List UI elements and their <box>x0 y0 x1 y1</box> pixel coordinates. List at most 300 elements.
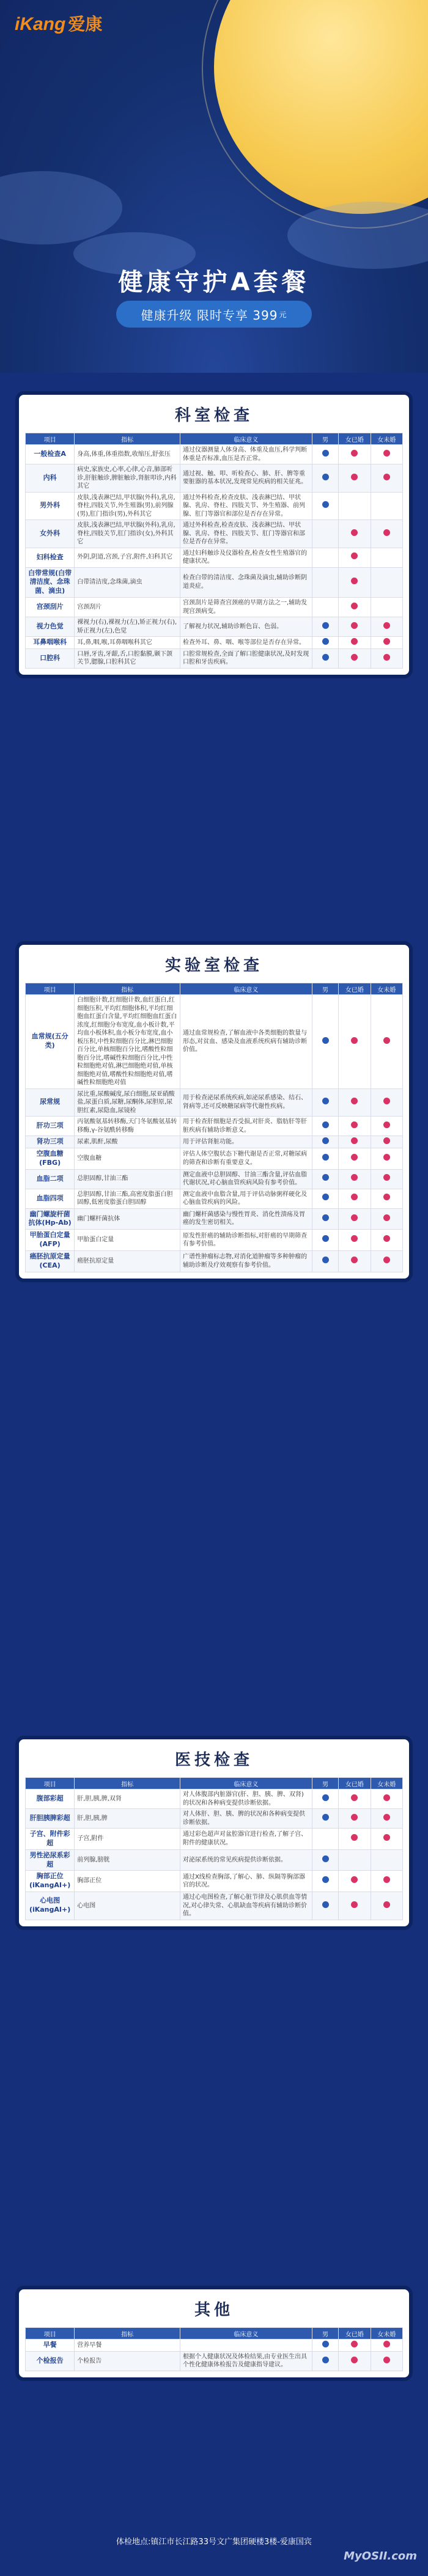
table-row <box>26 1789 403 1809</box>
male-included-dot <box>322 474 329 480</box>
row-applicability-cell <box>312 1189 338 1208</box>
row-clinical-meaning: 测定血液中血脂含量,用于评估动脉粥样硬化及心脑血管疾病的风险。 <box>180 1189 312 1208</box>
row-indicator: 癌胚抗原定量 <box>75 1250 180 1272</box>
row-indicator: 总胆固醇,甘油三酯,高密度脂蛋白胆固醇,低密度脂蛋白胆固醇 <box>75 1189 180 1208</box>
row-clinical-meaning: 评估人体空腹状态下糖代谢是否正常,对糖尿病的筛查和诊断有重要意义。 <box>180 1148 312 1169</box>
column-header: 项目 <box>26 433 75 445</box>
male-included-dot <box>322 1214 329 1221</box>
female-unmarried-included-dot <box>383 1174 390 1181</box>
row-indicator: 白带清洁度,念珠菌,滴虫 <box>75 567 180 598</box>
row-applicability-cell <box>339 1809 371 1829</box>
row-indicator: 胸部正位 <box>75 1871 180 1892</box>
table-row <box>26 1208 403 1230</box>
row-indicator: 口唇,牙齿,牙龈,舌,口腔黏膜,颞下颌关节,腮腺,口腔科其它 <box>75 648 180 668</box>
table-row <box>26 995 403 1089</box>
column-header: 女已婚 <box>339 983 371 995</box>
row-project: 一般检查A <box>26 445 75 464</box>
female-married-included-dot <box>351 622 358 629</box>
row-project: 肾功三项 <box>26 1136 75 1148</box>
row-project: 幽门螺旋杆菌抗体(Hp-Ab) <box>26 1208 75 1230</box>
row-applicability-cell <box>371 1789 402 1809</box>
column-header: 项目 <box>26 983 75 995</box>
row-applicability-cell <box>339 1250 371 1272</box>
row-applicability-cell <box>339 2351 371 2371</box>
row-applicability-cell <box>371 995 402 1089</box>
row-indicator: 耳,鼻,咽,喉,耳鼻咽喉科其它 <box>75 637 180 649</box>
male-included-dot <box>322 1037 329 1044</box>
row-clinical-meaning: 用于评估肾脏功能。 <box>180 1136 312 1148</box>
row-applicability-cell <box>371 1250 402 1272</box>
female-married-included-dot <box>351 654 358 661</box>
row-clinical-meaning: 幽门螺杆菌感染与慢性胃炎、消化性溃疡及胃癌的发生密切相关。 <box>180 1208 312 1230</box>
row-project: 甲胎蛋白定量(AFP) <box>26 1230 75 1251</box>
column-header: 女未婚 <box>371 2328 402 2339</box>
table-row <box>26 1849 403 1871</box>
row-applicability-cell <box>339 1117 371 1136</box>
table-row <box>26 1809 403 1829</box>
row-applicability-cell <box>312 1849 338 1871</box>
row-indicator: 甲胎蛋白定量 <box>75 1230 180 1251</box>
male-included-dot <box>322 1876 329 1883</box>
male-included-dot <box>322 1901 329 1908</box>
row-indicator: 个检报告 <box>75 2351 180 2371</box>
table-row <box>26 492 403 520</box>
row-applicability-cell <box>371 445 402 464</box>
footer-address: 体检地点:镇江市长江路33号文广集团硬楼3楼-爱康国宾 <box>116 2537 312 2547</box>
table-row <box>26 1088 403 1117</box>
row-clinical-meaning: 对人体腹部内脏器官(肝、胆、胰、脾、双肾)的状况和各种病变提供诊断依据。 <box>180 1789 312 1809</box>
female-married-included-dot <box>351 552 358 559</box>
column-header: 男 <box>312 1778 338 1789</box>
row-applicability-cell <box>339 637 371 649</box>
row-applicability-cell <box>371 464 402 493</box>
male-included-dot <box>322 1137 329 1144</box>
female-unmarried-included-dot <box>383 2341 390 2347</box>
row-applicability-cell <box>339 995 371 1089</box>
brand-logo <box>15 11 102 35</box>
column-header: 临床意义 <box>180 2328 312 2339</box>
male-included-dot <box>322 1257 329 1263</box>
column-header: 指标 <box>75 983 180 995</box>
female-unmarried-included-dot <box>383 1098 390 1104</box>
row-clinical-meaning: 通过外科检查,检查皮肤、浅表淋巴结、甲状腺、乳房、脊柱、四肢关节、外生殖器、前列腺、肛门等器官和部位是否存在异常。 <box>180 492 312 520</box>
table-row <box>26 1829 403 1850</box>
female-unmarried-included-dot <box>383 1257 390 1263</box>
column-header: 指标 <box>75 1778 180 1789</box>
row-indicator: 尿比重,尿酸碱度,尿白细胞,尿亚硝酸盐,尿蛋白质,尿糖,尿酮体,尿胆原,尿胆红素,尿隐血,尿镜检 <box>75 1088 180 1117</box>
male-included-dot <box>322 1235 329 1242</box>
section-title: 其他 <box>194 2300 234 2319</box>
table-header-row <box>26 1778 403 1789</box>
row-applicability-cell <box>312 995 338 1089</box>
row-applicability-cell <box>339 520 371 548</box>
row-project: 视力色觉 <box>26 617 75 637</box>
row-applicability-cell <box>312 1789 338 1809</box>
male-included-dot <box>322 2357 329 2363</box>
row-applicability-cell <box>312 1230 338 1251</box>
row-clinical-meaning: 广谱性肿瘤标志物,对消化道肿瘤等多种肿瘤的辅助诊断及疗效观察有参考价值。 <box>180 1250 312 1272</box>
male-included-dot <box>322 638 329 645</box>
row-applicability-cell <box>339 1088 371 1117</box>
row-project: 个检报告 <box>26 2351 75 2371</box>
row-indicator: 宫颈刮片 <box>75 598 180 617</box>
male-included-dot <box>322 1194 329 1200</box>
row-project: 子宫、附件彩超 <box>26 1829 75 1850</box>
row-project: 血常规(五分类) <box>26 995 75 1089</box>
table-row <box>26 648 403 668</box>
column-header: 男 <box>312 433 338 445</box>
row-project: 妇科检查 <box>26 548 75 567</box>
column-header: 女已婚 <box>339 433 371 445</box>
female-unmarried-included-dot <box>383 450 390 457</box>
table-row <box>26 1230 403 1251</box>
row-project: 男性泌尿系彩超 <box>26 1849 75 1871</box>
row-applicability-cell <box>371 1208 402 1230</box>
row-project: 耳鼻咽喉科 <box>26 637 75 649</box>
column-header: 指标 <box>75 2328 180 2339</box>
table-row <box>26 1148 403 1169</box>
row-applicability-cell <box>312 1117 338 1136</box>
female-married-included-dot <box>351 638 358 645</box>
male-included-dot <box>322 1121 329 1128</box>
section-other <box>15 2286 413 2381</box>
row-project: 肝胆胰脾彩超 <box>26 1809 75 1829</box>
female-married-included-dot <box>351 1174 358 1181</box>
table-row <box>26 617 403 637</box>
female-married-included-dot <box>351 1098 358 1104</box>
male-included-dot <box>322 1814 329 1821</box>
table-row <box>26 445 403 464</box>
row-clinical-meaning: 用于检查泌尿系统疾病,如泌尿系感染、结石、肾病等,还可反映糖尿病等代谢性疾病。 <box>180 1088 312 1117</box>
male-included-dot <box>322 1174 329 1181</box>
row-clinical-meaning: 通过X线检查胸部,了解心、肺、纵隔等胸部器官的状况。 <box>180 1871 312 1892</box>
promo-price-unit: 元 <box>279 310 287 319</box>
row-applicability-cell <box>371 1871 402 1892</box>
female-unmarried-included-dot <box>383 1814 390 1821</box>
row-applicability-cell <box>339 1189 371 1208</box>
hero-banner <box>0 0 428 373</box>
female-married-included-dot <box>351 450 358 457</box>
row-applicability-cell <box>312 548 338 567</box>
row-applicability-cell <box>371 598 402 617</box>
row-clinical-meaning: 宫颈刮片是筛查宫颈癌的早期方法之一,辅助发现宫颈病变。 <box>180 598 312 617</box>
row-applicability-cell <box>371 637 402 649</box>
female-unmarried-included-dot <box>383 1194 390 1200</box>
table-row <box>26 1117 403 1136</box>
female-unmarried-included-dot <box>383 529 390 536</box>
row-indicator: 裸视力(右),裸视力(左),矫正视力(右),矫正视力(左),色觉 <box>75 617 180 637</box>
female-married-included-dot <box>351 1235 358 1242</box>
row-clinical-meaning: 原发性肝癌的辅助诊断指标,对肝癌的早期筛查有参考价值。 <box>180 1230 312 1251</box>
row-clinical-meaning: 口腔常规检查,全面了解口腔健康状况,及时发现口腔和牙齿疾病。 <box>180 648 312 668</box>
female-unmarried-included-dot <box>383 1137 390 1144</box>
row-applicability-cell <box>339 1871 371 1892</box>
female-unmarried-included-dot <box>383 1214 390 1221</box>
row-project: 早餐 <box>26 2339 75 2352</box>
table-row <box>26 520 403 548</box>
table-header-row <box>26 2328 403 2339</box>
table-row <box>26 567 403 598</box>
package-title: 健康守护A套餐 <box>118 268 310 296</box>
row-clinical-meaning: 检查外耳、鼻、咽、喉等部位是否存在异常。 <box>180 637 312 649</box>
female-married-included-dot <box>351 1257 358 1263</box>
row-clinical-meaning: 根据个人健康状况及体检结果,由专业医生出具个性化健康体检报告及健康指导建议。 <box>180 2351 312 2371</box>
row-indicator: 皮肤,浅表淋巴结,甲状腺(外科),乳房,脊柱,四肢关节,肛门指诊(女),外科其它 <box>75 520 180 548</box>
row-applicability-cell <box>371 1088 402 1117</box>
row-project: 血脂四项 <box>26 1189 75 1208</box>
row-project: 血脂二项 <box>26 1169 75 1189</box>
column-header: 女未婚 <box>371 983 402 995</box>
row-applicability-cell <box>371 1849 402 1871</box>
moon-decoration <box>214 0 428 214</box>
female-married-included-dot <box>351 2357 358 2363</box>
table-row <box>26 2339 403 2352</box>
row-applicability-cell <box>371 492 402 520</box>
female-married-included-dot <box>351 1901 358 1908</box>
table-row <box>26 1189 403 1208</box>
column-header: 指标 <box>75 433 180 445</box>
column-header: 项目 <box>26 2328 75 2339</box>
row-clinical-meaning: 测定血液中总胆固醇、甘油三酯含量,评估血脂代谢状况,对心脑血管疾病风险有参考价值。 <box>180 1169 312 1189</box>
female-married-included-dot <box>351 1137 358 1144</box>
row-indicator: 前列腺,膀胱 <box>75 1849 180 1871</box>
female-unmarried-included-dot <box>383 1121 390 1128</box>
row-indicator: 总胆固醇,甘油三酯 <box>75 1169 180 1189</box>
male-included-dot <box>322 1098 329 1104</box>
section-lab-exam <box>15 941 413 1282</box>
row-applicability-cell <box>371 548 402 567</box>
female-married-included-dot <box>351 603 358 609</box>
row-applicability-cell <box>312 1829 338 1850</box>
row-applicability-cell <box>339 548 371 567</box>
female-unmarried-included-dot <box>383 638 390 645</box>
row-applicability-cell <box>339 464 371 493</box>
table-row <box>26 464 403 493</box>
row-applicability-cell <box>339 492 371 520</box>
row-applicability-cell <box>371 1230 402 1251</box>
table-row <box>26 1892 403 1920</box>
table-header-row <box>26 433 403 445</box>
row-applicability-cell <box>339 2339 371 2352</box>
female-unmarried-included-dot <box>383 1154 390 1161</box>
row-indicator: 丙氨酸氨基转移酶,天门冬氨酸氨基转移酶,γ-谷氨酰转移酶 <box>75 1117 180 1136</box>
section-title: 实验室检查 <box>164 956 263 975</box>
row-applicability-cell <box>312 520 338 548</box>
row-applicability-cell <box>312 1892 338 1920</box>
female-married-included-dot <box>351 2341 358 2347</box>
row-indicator: 皮肤,浅表淋巴结,甲状腺(外科),乳房,脊柱,四肢关节,外生殖器(男),前列腺(男),肛门指诊(男),外科其它 <box>75 492 180 520</box>
row-clinical-meaning: 检查白带的清洁度、念珠菌及滴虫,辅助诊断阴道炎症。 <box>180 567 312 598</box>
column-header: 项目 <box>26 1778 75 1789</box>
row-clinical-meaning: 对人体肝、胆、胰、脾的状况和各种病变提供诊断依据。 <box>180 1809 312 1829</box>
female-unmarried-included-dot <box>383 654 390 661</box>
table-row <box>26 1169 403 1189</box>
row-indicator: 白细胞计数,红细胞计数,血红蛋白,红细胞压积,平均红细胞体积,平均红细胞血红蛋白含量,平均红细胞血红蛋白浓度,红细胞分布宽度,血小板计数,平均血小板体积,血小板分布宽度,血小板压积,中性粒细胞百分比,淋巴细胞百分比,单核细胞百分比,嗜酸性粒细胞百分比,嗜碱性粒细胞百分比,中性粒细胞绝对值,淋巴细胞绝对值,单核细胞绝对值,嗜酸性粒细胞绝对值,嗜碱性粒细胞绝对值 <box>75 995 180 1089</box>
row-indicator: 幽门螺杆菌抗体 <box>75 1208 180 1230</box>
row-project: 胸部正位(iKangAI+) <box>26 1871 75 1892</box>
row-applicability-cell <box>371 1169 402 1189</box>
column-header: 女已婚 <box>339 2328 371 2339</box>
row-project: 口腔科 <box>26 648 75 668</box>
row-applicability-cell <box>371 2351 402 2371</box>
row-applicability-cell <box>312 445 338 464</box>
row-applicability-cell <box>339 1789 371 1809</box>
row-applicability-cell <box>339 1829 371 1850</box>
row-project: 心电图(iKangAI+) <box>26 1892 75 1920</box>
row-project: 白带常规(白带清洁度、念珠菌、滴虫) <box>26 567 75 598</box>
promo-pill-text: 健康升级 限时专享 399 <box>141 307 278 323</box>
row-project: 宫颈刮片 <box>26 598 75 617</box>
table-row <box>26 548 403 567</box>
row-applicability-cell <box>339 1148 371 1169</box>
row-applicability-cell <box>312 637 338 649</box>
column-header: 男 <box>312 2328 338 2339</box>
row-applicability-cell <box>312 617 338 637</box>
row-project: 男外科 <box>26 492 75 520</box>
table-row <box>26 1136 403 1148</box>
row-applicability-cell <box>371 617 402 637</box>
male-included-dot <box>322 1855 329 1862</box>
row-applicability-cell <box>312 2339 338 2352</box>
female-unmarried-included-dot <box>383 1834 390 1841</box>
male-included-dot <box>322 1794 329 1801</box>
row-applicability-cell <box>339 1849 371 1871</box>
row-clinical-meaning <box>180 2339 312 2352</box>
row-applicability-cell <box>312 1250 338 1272</box>
female-unmarried-included-dot <box>383 1235 390 1242</box>
row-clinical-meaning: 通过视、触、叩、听检查心、肺、肝、脾等重要脏器的基本状况,发现常见疾病的相关征兆。 <box>180 464 312 493</box>
table-header-row <box>26 983 403 995</box>
brand-logo-latin: iKang <box>15 14 66 34</box>
female-unmarried-included-dot <box>383 474 390 480</box>
row-clinical-meaning: 通过心电图检查,了解心脏节律及心肌供血等情况,对心律失常、心肌缺血等疾病有辅助诊断价值。 <box>180 1892 312 1920</box>
row-applicability-cell <box>312 1169 338 1189</box>
package-table <box>25 433 403 669</box>
female-married-included-dot <box>351 1037 358 1044</box>
row-applicability-cell <box>339 648 371 668</box>
table-row <box>26 1250 403 1272</box>
row-indicator: 病史,家族史,心率,心律,心音,肺部听诊,肝脏触诊,脾脏触诊,肾脏叩诊,内科其它 <box>75 464 180 493</box>
row-applicability-cell <box>371 648 402 668</box>
watermark: MyOSII.com <box>344 2550 417 2563</box>
male-included-dot <box>322 1154 329 1161</box>
section-title: 科室检查 <box>174 406 253 425</box>
row-applicability-cell <box>339 1892 371 1920</box>
row-applicability-cell <box>371 520 402 548</box>
column-header: 临床意义 <box>180 433 312 445</box>
male-included-dot <box>322 654 329 661</box>
promo-pill <box>116 301 312 328</box>
row-applicability-cell <box>339 567 371 598</box>
row-applicability-cell <box>312 1871 338 1892</box>
row-applicability-cell <box>312 2351 338 2371</box>
row-applicability-cell <box>339 1208 371 1230</box>
section-title: 医技检查 <box>174 1750 253 1769</box>
column-header: 男 <box>312 983 338 995</box>
row-project: 腹部彩超 <box>26 1789 75 1809</box>
row-applicability-cell <box>312 1148 338 1169</box>
female-married-included-dot <box>351 529 358 536</box>
package-table <box>25 1777 403 1920</box>
row-indicator: 心电图 <box>75 1892 180 1920</box>
row-project: 女外科 <box>26 520 75 548</box>
row-project: 空腹血糖(FBG) <box>26 1148 75 1169</box>
row-applicability-cell <box>312 567 338 598</box>
female-married-included-dot <box>351 1814 358 1821</box>
row-indicator: 子宫,附件 <box>75 1829 180 1850</box>
table-row <box>26 637 403 649</box>
row-clinical-meaning: 通过血常规检查,了解血液中各类细胞的数量与形态,对贫血、感染及血液系统疾病有辅助诊断价值。 <box>180 995 312 1089</box>
column-header: 临床意义 <box>180 1778 312 1789</box>
row-applicability-cell <box>339 1136 371 1148</box>
row-clinical-meaning: 了解视力状况,辅助诊断色盲、色弱。 <box>180 617 312 637</box>
row-project: 癌胚抗原定量(CEA) <box>26 1250 75 1272</box>
row-indicator: 空腹血糖 <box>75 1148 180 1169</box>
column-header: 临床意义 <box>180 983 312 995</box>
row-clinical-meaning: 对泌尿系统的常见疾病提供诊断依据。 <box>180 1849 312 1871</box>
male-included-dot <box>322 450 329 457</box>
female-unmarried-included-dot <box>383 1876 390 1883</box>
female-unmarried-included-dot <box>383 1794 390 1801</box>
column-header: 女已婚 <box>339 1778 371 1789</box>
row-applicability-cell <box>371 2339 402 2352</box>
row-indicator: 营养早餐 <box>75 2339 180 2352</box>
female-married-included-dot <box>351 474 358 480</box>
row-applicability-cell <box>312 1136 338 1148</box>
female-married-included-dot <box>351 1834 358 1841</box>
row-clinical-meaning: 通过彩色超声对盆腔器官进行检查,了解子宫、附件的健康状况。 <box>180 1829 312 1850</box>
section-dept-exam <box>15 391 413 678</box>
row-indicator: 尿素,肌酐,尿酸 <box>75 1136 180 1148</box>
cloud-decoration <box>0 171 122 244</box>
row-applicability-cell <box>371 1136 402 1148</box>
female-unmarried-included-dot <box>383 1037 390 1044</box>
row-clinical-meaning: 通过仪器测量人体身高、体重及血压,科学判断体重是否标准,血压是否正常。 <box>180 445 312 464</box>
row-applicability-cell <box>371 1189 402 1208</box>
row-applicability-cell <box>312 492 338 520</box>
female-married-included-dot <box>351 1876 358 1883</box>
male-included-dot <box>322 622 329 629</box>
row-indicator: 肝,胆,胰,脾,双肾 <box>75 1789 180 1809</box>
table-row <box>26 598 403 617</box>
female-married-included-dot <box>351 1214 358 1221</box>
row-applicability-cell <box>339 1230 371 1251</box>
table-row <box>26 1871 403 1892</box>
row-indicator: 外阴,阴道,宫颈,子宫,附件,妇科其它 <box>75 548 180 567</box>
female-unmarried-included-dot <box>383 2357 390 2363</box>
row-applicability-cell <box>312 598 338 617</box>
column-header: 女未婚 <box>371 1778 402 1789</box>
row-applicability-cell <box>371 1829 402 1850</box>
row-clinical-meaning: 通过妇科触诊及仪器检查,检查女性生殖器官的健康状况。 <box>180 548 312 567</box>
male-included-dot <box>322 2341 329 2347</box>
female-unmarried-included-dot <box>383 622 390 629</box>
female-married-included-dot <box>351 1794 358 1801</box>
row-applicability-cell <box>339 598 371 617</box>
row-applicability-cell <box>371 1117 402 1136</box>
row-clinical-meaning: 通过外科检查,检查皮肤、浅表淋巴结、甲状腺、乳房、脊柱、四肢关节、肛门等器官和部位是否存在异常。 <box>180 520 312 548</box>
row-applicability-cell <box>371 1892 402 1920</box>
row-applicability-cell <box>371 567 402 598</box>
row-applicability-cell <box>339 1169 371 1189</box>
row-applicability-cell <box>312 1088 338 1117</box>
row-applicability-cell <box>312 648 338 668</box>
column-header: 女未婚 <box>371 433 402 445</box>
brand-logo-chinese: 爱康 <box>68 14 103 34</box>
row-applicability-cell <box>371 1148 402 1169</box>
row-clinical-meaning: 用于检查肝细胞是否受损,对肝炎、脂肪肝等肝脏疾病有辅助诊断意义。 <box>180 1117 312 1136</box>
row-project: 内科 <box>26 464 75 493</box>
